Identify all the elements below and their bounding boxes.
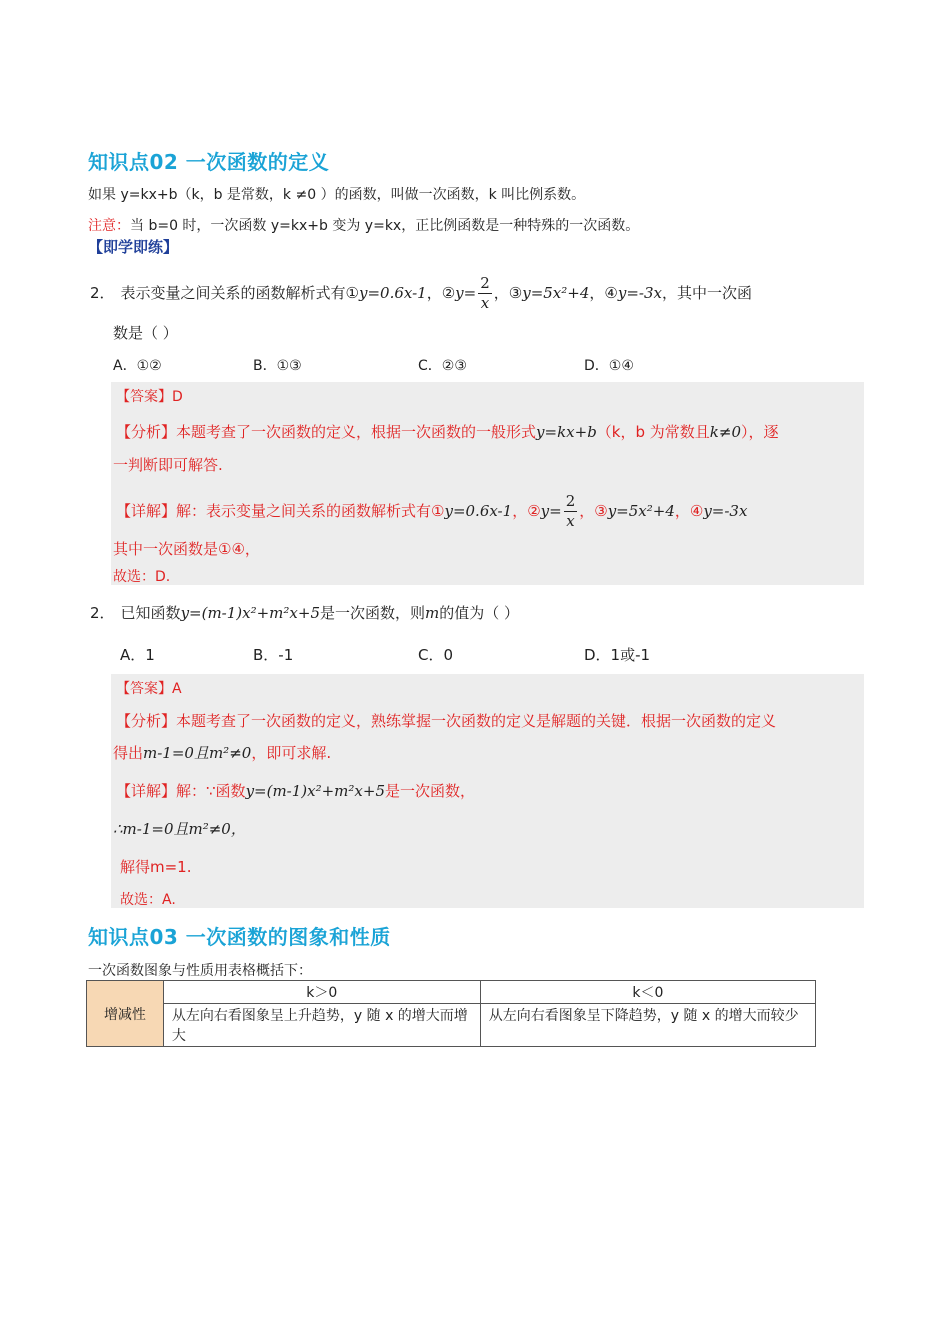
q2-answer: A (172, 681, 182, 697)
q2-var: m (425, 604, 440, 622)
q2-option-d: D．1或-1 (584, 646, 651, 664)
q2-number: 2． (90, 604, 115, 622)
note-line (88, 215, 639, 235)
section-title-03: 知识点03 一次函数的图象和性质 (88, 925, 391, 949)
note-label: 注意： (88, 218, 130, 234)
q2-detail-a2: 是一次函数， (385, 782, 476, 800)
q1-eq2-den: x (480, 294, 490, 312)
q1-eq1: y=0.6x-1 (359, 284, 427, 302)
q1-detail-a: 解：表示变量之间关系的函数解析式有① (176, 502, 445, 520)
q2-detail-line (116, 780, 475, 801)
col-header-positive: k＞0 (163, 981, 480, 1004)
table-row (87, 1004, 816, 1047)
q1-eq3: y=5x²+4 (522, 284, 590, 302)
q1-detail-eq2-den: x (566, 512, 575, 530)
q2-stem (90, 602, 519, 623)
cell-positive: 从左向右看图象呈上升趋势，y 随 x 的增大而增大 (163, 1004, 480, 1047)
q2-stem-c: 的值为（ ） (439, 604, 520, 622)
table-intro: 一次函数图象与性质用表格概括下： (88, 963, 312, 979)
q2-detail-c: 解得m=1. (120, 858, 192, 876)
q2-detail-eq: y=(m-1)x²+m²x+5 (245, 782, 385, 800)
q1-detail-c: 故选：D. (113, 569, 171, 585)
q2-analysis-b1: 得出 (113, 744, 144, 762)
q2-answer-line (116, 678, 182, 698)
q2-stem-b: 是一次函数，则 (320, 604, 426, 622)
q1-analysis-c: ），逐 (740, 423, 779, 441)
q1-detail-eq2-lhs: y= (540, 502, 562, 520)
note-text: 当 b=0 时，一次函数 y=kx+b 变为 y=kx，正比例函数是一种特殊的一次函数。 (130, 218, 640, 234)
q1-stem-a: 表示变量之间关系的函数解析式有① (120, 284, 359, 302)
q1-detail-eq3: y=5x²+4 (607, 502, 675, 520)
row-header: 增减性 (87, 981, 164, 1047)
q1-option-d: D．①④ (584, 358, 634, 374)
q1-answer-label: 【答案】 (116, 389, 172, 405)
q1-analysis-b: （k，b 为常数且 (596, 423, 710, 441)
q1-stem-b: ，其中一次函 (661, 284, 752, 302)
q2-analysis-b2: ，即可求解. (251, 744, 332, 762)
q2-detail-label: 【详解】 (116, 782, 177, 800)
q1-analysis-cond: k≠0 (709, 423, 741, 441)
q1-detail-sep3: ，③ (579, 502, 608, 520)
q1-option-b: B．①③ (253, 358, 302, 374)
q1-analysis-label: 【分析】 (116, 423, 177, 441)
q2-option-c: C．0 (418, 646, 454, 664)
q1-analysis-eq: y=kx+b (536, 423, 597, 441)
cell-negative: 从左向右看图象呈下降趋势，y 随 x 的增大而较少 (480, 1004, 815, 1047)
practice-label: 【即学即练】 (88, 238, 179, 256)
q1-option-c: C．②③ (418, 358, 467, 374)
summary-table (86, 980, 816, 1047)
q2-stem-a: 已知函数 (120, 604, 181, 622)
q2-answer-label: 【答案】 (116, 681, 172, 697)
q1-eq2-num: 2 (480, 274, 490, 292)
q1-detail-label: 【详解】 (116, 502, 177, 520)
q1-detail-eq2-fraction (564, 494, 578, 529)
section-title-02: 知识点02 一次函数的定义 (88, 150, 330, 174)
q1-answer: D (172, 389, 183, 405)
q1-sep3: ，③ (493, 284, 523, 302)
q2-detail-a: 解：∵函数 (176, 782, 246, 800)
q2-analysis-text: 本题考查了一次函数的定义，熟练掌握一次函数的定义是解题的关键．根据一次函数的定义 (176, 712, 777, 730)
q1-stem-c: 数是（ ） (113, 324, 178, 342)
q2-eq: y=(m-1)x²+m²x+5 (180, 604, 320, 622)
q1-detail-eq1: y=0.6x-1 (444, 502, 513, 520)
q1-detail-b: 其中一次函数是①④， (113, 540, 260, 558)
q1-option-a: A．①② (113, 358, 162, 374)
q1-detail-eq4: y=-3x (703, 502, 748, 520)
q1-detail-line (116, 494, 747, 529)
q2-analysis-label: 【分析】 (116, 712, 177, 730)
q2-option-b: B．-1 (253, 646, 294, 664)
q1-number: 2． (90, 284, 115, 302)
definition-text: 如果 y=kx+b（k，b 是常数，k ≠0 ）的函数，叫做一次函数，k 叫比例系数。 (88, 187, 586, 203)
q1-detail-sep2: ，② (512, 502, 541, 520)
q2-analysis-b (113, 742, 331, 763)
q1-answer-line (116, 386, 183, 406)
q2-detail-b: ∴m-1=0且m²≠0， (113, 820, 246, 838)
q2-analysis-a (116, 710, 776, 731)
q1-eq4: y=-3x (617, 284, 662, 302)
q1-analysis-line (116, 421, 779, 442)
q1-sep2: ，② (426, 284, 456, 302)
q2-detail-d: 故选：A. (120, 892, 176, 908)
q2-option-a: A．1 (120, 646, 155, 664)
q1-eq2-fraction (478, 276, 492, 311)
q1-sep4: ，④ (589, 284, 618, 302)
q2-analysis-cond: m-1=0且m²≠0 (143, 744, 252, 762)
q1-analysis-d: 一判断即可解答. (113, 456, 223, 474)
col-header-negative: k＜0 (480, 981, 815, 1004)
q1-detail-eq2-num: 2 (565, 492, 576, 510)
q1-detail-sep4: ，④ (674, 502, 704, 520)
q1-eq2-lhs: y= (455, 284, 477, 302)
q1-stem (90, 276, 752, 311)
q1-analysis-a: 本题考查了一次函数的定义，根据一次函数的一般形式 (176, 423, 537, 441)
table-row (87, 981, 816, 1004)
